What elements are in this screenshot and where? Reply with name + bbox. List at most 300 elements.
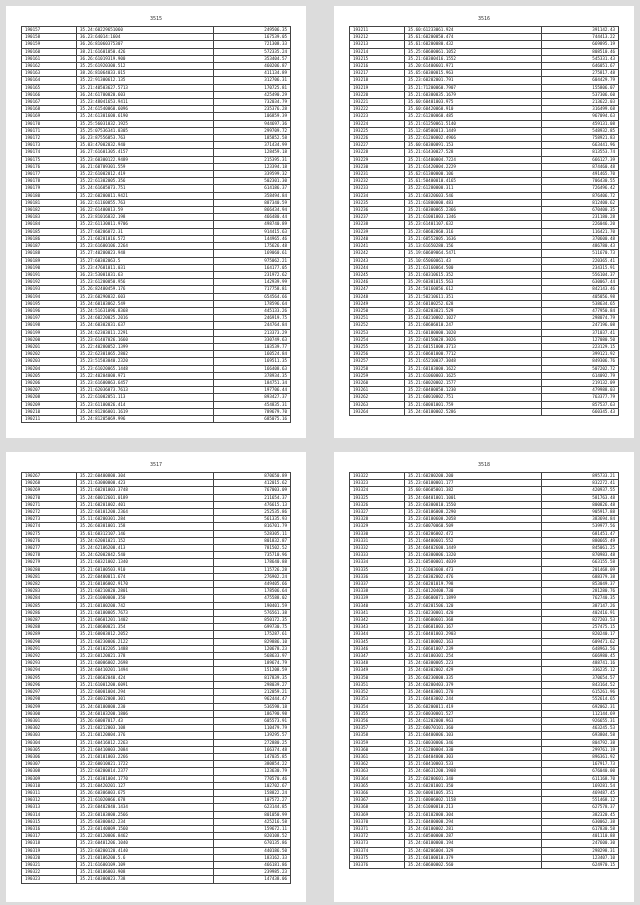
amount-cell: 123394.18 <box>214 163 291 170</box>
amount-cell: 511670.73 <box>542 250 619 257</box>
amount-cell: 609471.62 <box>542 638 619 645</box>
amount-cell: 827203.53 <box>542 617 619 624</box>
row-id-cell: 193216 <box>350 63 405 70</box>
table-row <box>22 214 291 221</box>
table-row <box>350 523 619 530</box>
amount-cell: 159672.11 <box>214 825 291 832</box>
row-id-cell: 193329 <box>350 523 405 530</box>
amount-cell: 425216.58 <box>214 818 291 825</box>
row-id-cell: 193338 <box>350 588 405 595</box>
row-id-cell: 190288 <box>22 624 77 631</box>
table-row <box>350 113 619 120</box>
amount-cell: 275817.48 <box>542 70 619 77</box>
row-id-cell: 193214 <box>350 48 405 55</box>
code-cell: 35.24:62002042.540 <box>77 552 214 559</box>
code-cell: 35.21:60030006.346 <box>405 739 542 746</box>
table-row <box>22 365 291 372</box>
code-cell: 35.21:60120400.730 <box>405 588 542 595</box>
table-row <box>350 228 619 235</box>
amount-cell: 380854.22 <box>214 761 291 768</box>
row-id-cell: 193212 <box>350 34 405 41</box>
table-row <box>350 394 619 401</box>
table-row <box>22 379 291 386</box>
amount-cell: 244764.84 <box>214 322 291 329</box>
table-row <box>22 315 291 322</box>
row-id-cell: 190190 <box>22 264 77 271</box>
amount-cell: 391142.43 <box>542 27 619 34</box>
code-cell: 35.24:61000010.213 <box>405 804 542 811</box>
row-id-cell: 190208 <box>22 394 77 401</box>
amount-cell: 880665.49 <box>542 537 619 544</box>
amount-cell: 399121.92 <box>542 351 619 358</box>
amount-cell: 685075.16 <box>214 415 291 422</box>
page-number: 3518 <box>477 462 491 468</box>
table-row <box>350 401 619 408</box>
table-row <box>350 264 619 271</box>
document-page-1 <box>6 6 306 438</box>
code-cell: 35.21:61003600.473 <box>405 566 542 573</box>
amount-cell: 170725.81 <box>214 84 291 91</box>
table-row <box>350 351 619 358</box>
table-row <box>350 307 619 314</box>
row-id-cell: 190301 <box>22 717 77 724</box>
table-row <box>350 235 619 242</box>
amount-cell: 272880.25 <box>214 739 291 746</box>
code-cell: 35.22:60400011.674 <box>77 573 214 580</box>
code-cell: 35.23:48041653.9411 <box>77 99 214 106</box>
row-id-cell: 190197 <box>22 315 77 322</box>
code-cell: 35.61:60312107.146 <box>77 530 214 537</box>
amount-cell: 459131.08 <box>542 120 619 127</box>
code-cell: 35.26:60306003.675 <box>77 789 214 796</box>
row-id-cell: 193366 <box>350 789 405 796</box>
table-row <box>22 307 291 314</box>
table-row <box>350 271 619 278</box>
table-row <box>22 545 291 552</box>
code-cell: 35.22:60302002.476 <box>405 573 542 580</box>
table-row <box>350 595 619 602</box>
amount-cell: 299761.19 <box>542 746 619 753</box>
code-cell: 36.23:53001031.63 <box>77 271 214 278</box>
table-row <box>22 199 291 206</box>
amount-cell: 832272.41 <box>542 480 619 487</box>
code-cell: 35.22:61002051.113 <box>77 394 214 401</box>
code-cell: 35.22:60001004.294 <box>77 689 214 696</box>
table-row <box>22 293 291 300</box>
row-id-cell: 193352 <box>350 689 405 696</box>
amount-cell: 842143.46 <box>542 286 619 293</box>
amount-cell: 581763.48 <box>542 494 619 501</box>
document-page-2 <box>334 6 634 438</box>
amount-cell: 166408.63 <box>214 365 291 372</box>
row-id-cell: 190287 <box>22 617 77 624</box>
amount-cell: 169511.35 <box>214 358 291 365</box>
table-row <box>350 163 619 170</box>
row-id-cell: 190166 <box>22 91 77 98</box>
amount-cell: 201468.09 <box>542 566 619 573</box>
code-cell: 35.21:60100005.7673 <box>77 609 214 616</box>
table-row <box>22 84 291 91</box>
code-cell: 35.21:61420004.2229 <box>405 163 542 170</box>
table-row <box>22 516 291 523</box>
code-cell: 36.26:81060375307 <box>77 41 214 48</box>
table-row <box>22 725 291 732</box>
code-cell: 35.60:60605001.382 <box>405 487 542 494</box>
row-id-cell: 193369 <box>350 811 405 818</box>
code-cell: 36.27:61601305.4157 <box>77 149 214 156</box>
code-cell: 35.22:61200060.485 <box>405 113 542 120</box>
code-cell: 35.22:61280000.311 <box>405 185 542 192</box>
amount-cell: 926655.31 <box>542 717 619 724</box>
code-cell: 35.22:60200014.2377 <box>77 768 214 775</box>
table-row <box>22 135 291 142</box>
amount-cell: 178596.64 <box>214 300 291 307</box>
table-row <box>22 250 291 257</box>
row-id-cell: 190191 <box>22 271 77 278</box>
table-row <box>22 408 291 415</box>
amount-cell: 103539.77 <box>214 343 291 350</box>
table-row <box>22 494 291 501</box>
code-cell: 35.24:61605073.751 <box>77 185 214 192</box>
amount-cell: 556104.37 <box>542 271 619 278</box>
code-cell: 35.13:61650280.156 <box>405 243 542 250</box>
table-row <box>22 99 291 106</box>
row-id-cell: 193372 <box>350 833 405 840</box>
document-page-4 <box>334 452 634 902</box>
code-cell: 35.21:60106200.5.6 <box>77 854 214 861</box>
table-row <box>350 408 619 415</box>
data-table <box>21 26 291 423</box>
amount-cell: 215395.31 <box>214 156 291 163</box>
row-id-cell: 193227 <box>350 142 405 149</box>
code-cell: 35.12:60500013.1449 <box>405 127 542 134</box>
amount-cell: 239985.23 <box>214 869 291 876</box>
code-cell: 35.21:60206002.472 <box>405 530 542 537</box>
code-cell: 35.21:60200200.200 <box>405 473 542 480</box>
table-row <box>22 559 291 566</box>
code-cell: 35.11:60200301.284 <box>77 516 214 523</box>
row-id-cell: 193343 <box>350 624 405 631</box>
amount-cell: 213622.03 <box>542 99 619 106</box>
row-id-cell: 190183 <box>22 214 77 221</box>
code-cell: 35.21:60410003.2084 <box>77 746 214 753</box>
table-row <box>22 804 291 811</box>
table-row <box>350 703 619 710</box>
code-cell: 35.23:61401107.632 <box>405 221 542 228</box>
table-row <box>22 753 291 760</box>
amount-cell: 151208.59 <box>214 667 291 674</box>
amount-cell: 378934.35 <box>214 372 291 379</box>
code-cell: 35.22:61302005.356 <box>77 178 214 185</box>
code-cell: 35.23:60300010.1550 <box>405 501 542 508</box>
amount-cell: 849306.76 <box>542 358 619 365</box>
code-cell: 35.22:91300612.135 <box>77 77 214 84</box>
row-id-cell: 193349 <box>350 667 405 674</box>
table-row <box>350 717 619 724</box>
table-row <box>22 286 291 293</box>
amount-cell: 548932.85 <box>542 127 619 134</box>
table-row <box>350 537 619 544</box>
table-row <box>22 854 291 861</box>
page-number: 3517 <box>149 462 163 468</box>
row-id-cell: 193337 <box>350 581 405 588</box>
amount-cell: 371037.41 <box>542 329 619 336</box>
amount-cell: 164177.05 <box>214 264 291 271</box>
amount-cell: 107572.27 <box>214 797 291 804</box>
code-cell: 35.21:60601007.239 <box>405 645 542 652</box>
table-row <box>350 753 619 760</box>
code-cell: 35.21:60212003.108 <box>77 725 214 732</box>
amount-cell: 466181.86 <box>214 861 291 868</box>
code-cell: 38.21:61601050.426 <box>77 48 214 55</box>
table-row <box>350 725 619 732</box>
table-row <box>22 840 291 847</box>
code-cell: 35.24:60206004.329 <box>405 847 542 854</box>
row-id-cell: 190323 <box>22 876 77 883</box>
amount-cell: 820240.17 <box>542 631 619 638</box>
code-cell: 35.21:61600109.109 <box>77 861 214 868</box>
row-id-cell: 193336 <box>350 573 405 580</box>
amount-cell: 247600.30 <box>542 840 619 847</box>
amount-cell: 623144.85 <box>214 804 291 811</box>
row-id-cell: 190277 <box>22 545 77 552</box>
code-cell: 36.23:64014:1604 <box>77 34 214 41</box>
row-id-cell: 193330 <box>350 530 405 537</box>
table-row <box>350 710 619 717</box>
amount-cell: 666980.45 <box>542 653 619 660</box>
amount-cell: 476615.13 <box>214 501 291 508</box>
row-id-cell: 190269 <box>22 487 77 494</box>
amount-cell: 183162.33 <box>214 854 291 861</box>
amount-cell: 169281.54 <box>542 782 619 789</box>
code-cell: 35.21:60100200.742 <box>77 602 214 609</box>
table-row <box>350 487 619 494</box>
table-row <box>22 825 291 832</box>
table-row <box>22 537 291 544</box>
table-row <box>22 631 291 638</box>
table-row <box>350 48 619 55</box>
table-row <box>350 854 619 861</box>
table-row <box>350 732 619 739</box>
amount-cell: 231972.62 <box>214 271 291 278</box>
row-id-cell: 190298 <box>22 696 77 703</box>
table-row <box>350 171 619 178</box>
code-cell: 35.21:60321002.1340 <box>77 559 214 566</box>
code-cell: 35.24:60220025.2016 <box>77 315 214 322</box>
row-id-cell: 193261 <box>350 387 405 394</box>
table-row <box>350 84 619 91</box>
code-cell: 35.22:61002012.419 <box>77 171 214 178</box>
table-row <box>22 595 291 602</box>
table-row <box>22 300 291 307</box>
table-row <box>22 343 291 350</box>
code-cell: 35.24:60401001.1001 <box>405 494 542 501</box>
code-cell: 35.24:51631096.8368 <box>77 307 214 314</box>
code-cell: 35.21:71200060.7907 <box>405 84 542 91</box>
row-id-cell: 190168 <box>22 106 77 113</box>
row-id-cell: 193324 <box>350 487 405 494</box>
row-id-cell: 190205 <box>22 372 77 379</box>
table-row <box>350 501 619 508</box>
table-row <box>22 192 291 199</box>
amount-cell: 866434.94 <box>214 207 291 214</box>
table-row <box>350 120 619 127</box>
row-id-cell: 190194 <box>22 293 77 300</box>
row-id-cell: 193218 <box>350 77 405 84</box>
row-id-cell: 190176 <box>22 163 77 170</box>
row-id-cell: 193355 <box>350 710 405 717</box>
table-row <box>350 185 619 192</box>
code-cell: 35.26:60007017.43 <box>77 717 214 724</box>
row-id-cell: 193347 <box>350 653 405 660</box>
row-id-cell: 190314 <box>22 811 77 818</box>
code-cell: 35.27:60302063.5 <box>77 257 214 264</box>
row-id-cell: 193370 <box>350 818 405 825</box>
amount-cell: 537306.60 <box>542 91 619 98</box>
code-cell: 35.24:60631200.1908 <box>405 768 542 775</box>
code-cell: 35.21:60006002.2698 <box>77 660 214 667</box>
code-cell: 35.21:60300023.738 <box>77 876 214 883</box>
code-cell: 35.23:60103000.2566 <box>77 811 214 818</box>
row-id-cell: 193222 <box>350 106 405 113</box>
table-row <box>350 609 619 616</box>
table-row <box>22 394 291 401</box>
code-cell: 35.21:60300065.2366 <box>405 207 542 214</box>
code-cell: 35.24:50160056.612 <box>405 286 542 293</box>
amount-cell: 498740.89 <box>214 221 291 228</box>
amount-cell: 358494.84 <box>214 192 291 199</box>
row-id-cell: 190319 <box>22 847 77 854</box>
amount-cell: 353404.57 <box>214 55 291 62</box>
row-id-cell: 190192 <box>22 279 77 286</box>
code-cell: 35.22:61130011.9706 <box>77 221 214 228</box>
table-row <box>350 818 619 825</box>
table-row <box>22 171 291 178</box>
amount-cell: 219132.09 <box>542 379 619 386</box>
code-cell: 35.23:60602860.316 <box>405 228 542 235</box>
code-cell: 35.21:61001200.6091 <box>77 681 214 688</box>
row-id-cell: 190312 <box>22 797 77 804</box>
row-id-cell: 193356 <box>350 717 405 724</box>
code-cell: 35.27:60206072.31 <box>77 228 214 235</box>
code-cell: 35.21:40503627.5713 <box>77 84 214 91</box>
amount-cell: 142939.99 <box>214 279 291 286</box>
code-cell: 35.21:61020066.678 <box>77 797 214 804</box>
amount-cell: 175287.61 <box>214 631 291 638</box>
amount-cell: 247196.08 <box>542 322 619 329</box>
amount-cell: 732034.79 <box>214 99 291 106</box>
row-id-cell: 193354 <box>350 703 405 710</box>
row-id-cell: 190209 <box>22 401 77 408</box>
table-row <box>22 127 291 134</box>
amount-cell: 160524.84 <box>214 351 291 358</box>
row-id-cell: 193240 <box>350 235 405 242</box>
code-cell: 35.24:62303011.2291 <box>77 329 214 336</box>
code-cell: 35.22:60101200.2364 <box>77 509 214 516</box>
code-cell: 35.22:62301065.2802 <box>77 351 214 358</box>
row-id-cell: 190302 <box>22 725 77 732</box>
table-row <box>350 336 619 343</box>
row-id-cell: 190275 <box>22 530 77 537</box>
amount-cell: 246919.75 <box>214 315 291 322</box>
code-cell: 35.65:60300015.963 <box>405 70 542 77</box>
code-cell: 36.22:61160055.763 <box>77 199 214 206</box>
row-id-cell: 193339 <box>350 595 405 602</box>
row-id-cell: 190177 <box>22 171 77 178</box>
table-row <box>22 163 291 170</box>
row-id-cell: 193335 <box>350 566 405 573</box>
amount-cell: 539977.56 <box>542 523 619 530</box>
table-row <box>22 185 291 192</box>
table-row <box>350 617 619 624</box>
code-cell: 35.21:60606010.247 <box>405 322 542 329</box>
code-cell: 35.23:61000000.350 <box>77 595 214 602</box>
code-cell: 35.21:65210037.3048 <box>405 358 542 365</box>
amount-cell: 905917.88 <box>542 509 619 516</box>
row-id-cell: 193360 <box>350 746 405 753</box>
amount-cell: 175626.48 <box>214 243 291 250</box>
code-cell: 35.24:60201019.798 <box>405 581 542 588</box>
code-cell: 35.23:61600106.2264 <box>77 243 214 250</box>
code-cell: 35.21:60600021.354 <box>77 624 214 631</box>
code-cell: 35.24:60100002.5286 <box>405 408 542 415</box>
amount-cell: 213373.29 <box>214 329 291 336</box>
amount-cell: 536598.18 <box>214 703 291 710</box>
amount-cell: 576561.38 <box>214 609 291 616</box>
amount-cell: 816701.79 <box>214 523 291 530</box>
row-id-cell: 190210 <box>22 408 77 415</box>
amount-cell: 120678.23 <box>214 645 291 652</box>
amount-cell: 469487.45 <box>542 789 619 796</box>
row-id-cell: 190172 <box>22 135 77 142</box>
code-cell: 35.23:60202001.791 <box>405 77 542 84</box>
amount-cell: 914415.63 <box>214 228 291 235</box>
table-row <box>22 480 291 487</box>
amount-cell: 257475.15 <box>542 624 619 631</box>
table-row <box>22 221 291 228</box>
row-id-cell: 190211 <box>22 415 77 422</box>
amount-cell: 614186.37 <box>214 185 291 192</box>
row-id-cell: 193344 <box>350 631 405 638</box>
amount-cell: 312706.31 <box>214 77 291 84</box>
row-id-cell: 193239 <box>350 228 405 235</box>
code-cell: 35.23:60200120.4140 <box>77 847 214 854</box>
code-cell: 35.23:60290032.603 <box>77 293 214 300</box>
row-id-cell: 193341 <box>350 609 405 616</box>
table-row <box>22 674 291 681</box>
amount-cell: 158822.24 <box>214 789 291 796</box>
table-row <box>350 552 619 559</box>
row-id-cell: 190158 <box>22 34 77 41</box>
code-cell: 36.21:60709301.559 <box>77 163 214 170</box>
row-id-cell: 190171 <box>22 127 77 134</box>
table-row <box>350 624 619 631</box>
row-id-cell: 193333 <box>350 552 405 559</box>
table-row <box>350 27 619 34</box>
row-id-cell: 190280 <box>22 566 77 573</box>
amount-cell: 615261.96 <box>542 689 619 696</box>
code-cell: 35.23:61407026.1660 <box>77 336 214 343</box>
row-id-cell: 190206 <box>22 379 77 386</box>
amount-cell: 186790.98 <box>214 710 291 717</box>
row-id-cell: 190167 <box>22 99 77 106</box>
code-cell: 35.21:60404000.303 <box>405 753 542 760</box>
code-cell: 35.22:61200002.4966 <box>405 135 542 142</box>
amount-cell: 870983.48 <box>542 552 619 559</box>
code-cell: 35.21:60102205.1488 <box>77 645 214 652</box>
code-cell: 35.23:51503040.2320 <box>77 358 214 365</box>
row-id-cell: 193340 <box>350 602 405 609</box>
